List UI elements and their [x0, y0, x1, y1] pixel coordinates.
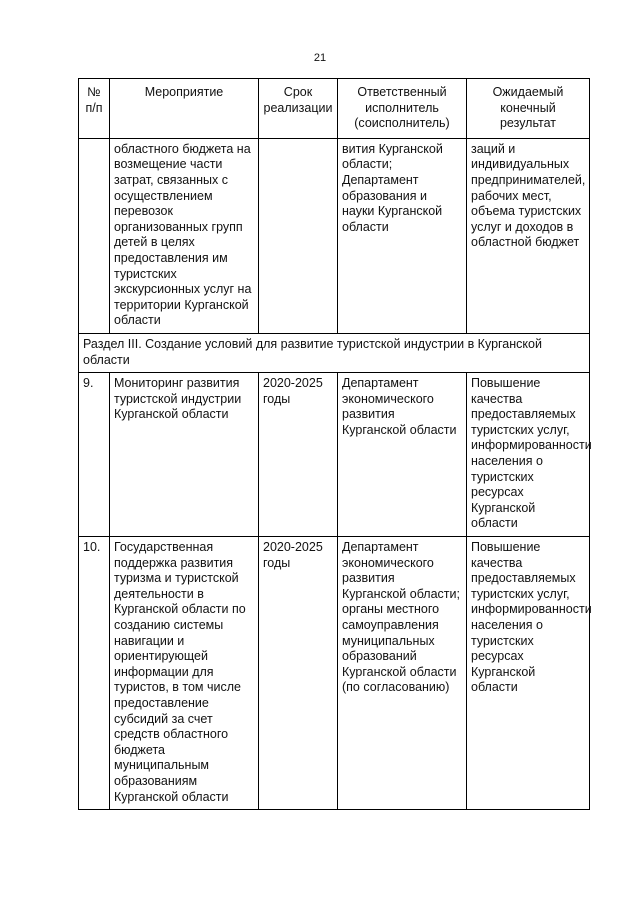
row-period: 2020-2025 годы: [259, 373, 338, 537]
row-event: Государственная поддержка развития туризма и туристской деятельности в Курганской области по созданию системы навигации и ориентирующей информации для туристов, в том числе предоставление субсидий за счет средств областного бюджета муниципальным образованиям Курганской области: [110, 537, 259, 810]
row-num: 10.: [79, 537, 110, 810]
row-executor: Департамент экономического развития Курганской области; органы местного самоуправления муниципальных образований Курганской области (по согласованию): [338, 537, 467, 810]
table-row: [79, 138, 590, 333]
table-row: [79, 537, 590, 810]
section-row: [79, 333, 590, 372]
row-period: [259, 138, 338, 333]
row-result: заций и индивидуальных предпринимателей, рабочих мест, объема туристских услуг и доходов в областной бюджет: [467, 138, 590, 333]
header-result: Ожидаемый конечный результат: [467, 79, 590, 139]
header-period: Срок реализации: [259, 79, 338, 139]
header-row: [79, 79, 590, 139]
row-event: Мониторинг развития туристской индустрии Курганской области: [110, 373, 259, 537]
row-executor: вития Курганской области; Департамент образования и науки Курганской области: [338, 138, 467, 333]
header-executor: Ответственный исполнитель (соисполнитель): [338, 79, 467, 139]
section-title: Раздел III. Создание условий для развитие туристской индустрии в Курганской области: [79, 333, 590, 372]
row-result: Повышение качества предоставляемых туристских услуг, информированности населения о туристских ресурсах Курганской области: [467, 537, 590, 810]
header-event: Мероприятие: [110, 79, 259, 139]
row-result: Повышение качества предоставляемых туристских услуг, информированности населения о туристских ресурсах Курганской области: [467, 373, 590, 537]
row-num: [79, 138, 110, 333]
row-executor: Департамент экономического развития Курганской области: [338, 373, 467, 537]
row-event: областного бюджета на возмещение части затрат, связанных с осуществлением перевозок организованных групп детей в целях предоставления им туристских экскурсионных услуг на территории Курганской области: [110, 138, 259, 333]
row-period: 2020-2025 годы: [259, 537, 338, 810]
page-number: 21: [313, 52, 327, 64]
header-num: № п/п: [79, 79, 110, 139]
activity-table: [78, 78, 590, 810]
table-row: [79, 373, 590, 537]
row-num: 9.: [79, 373, 110, 537]
